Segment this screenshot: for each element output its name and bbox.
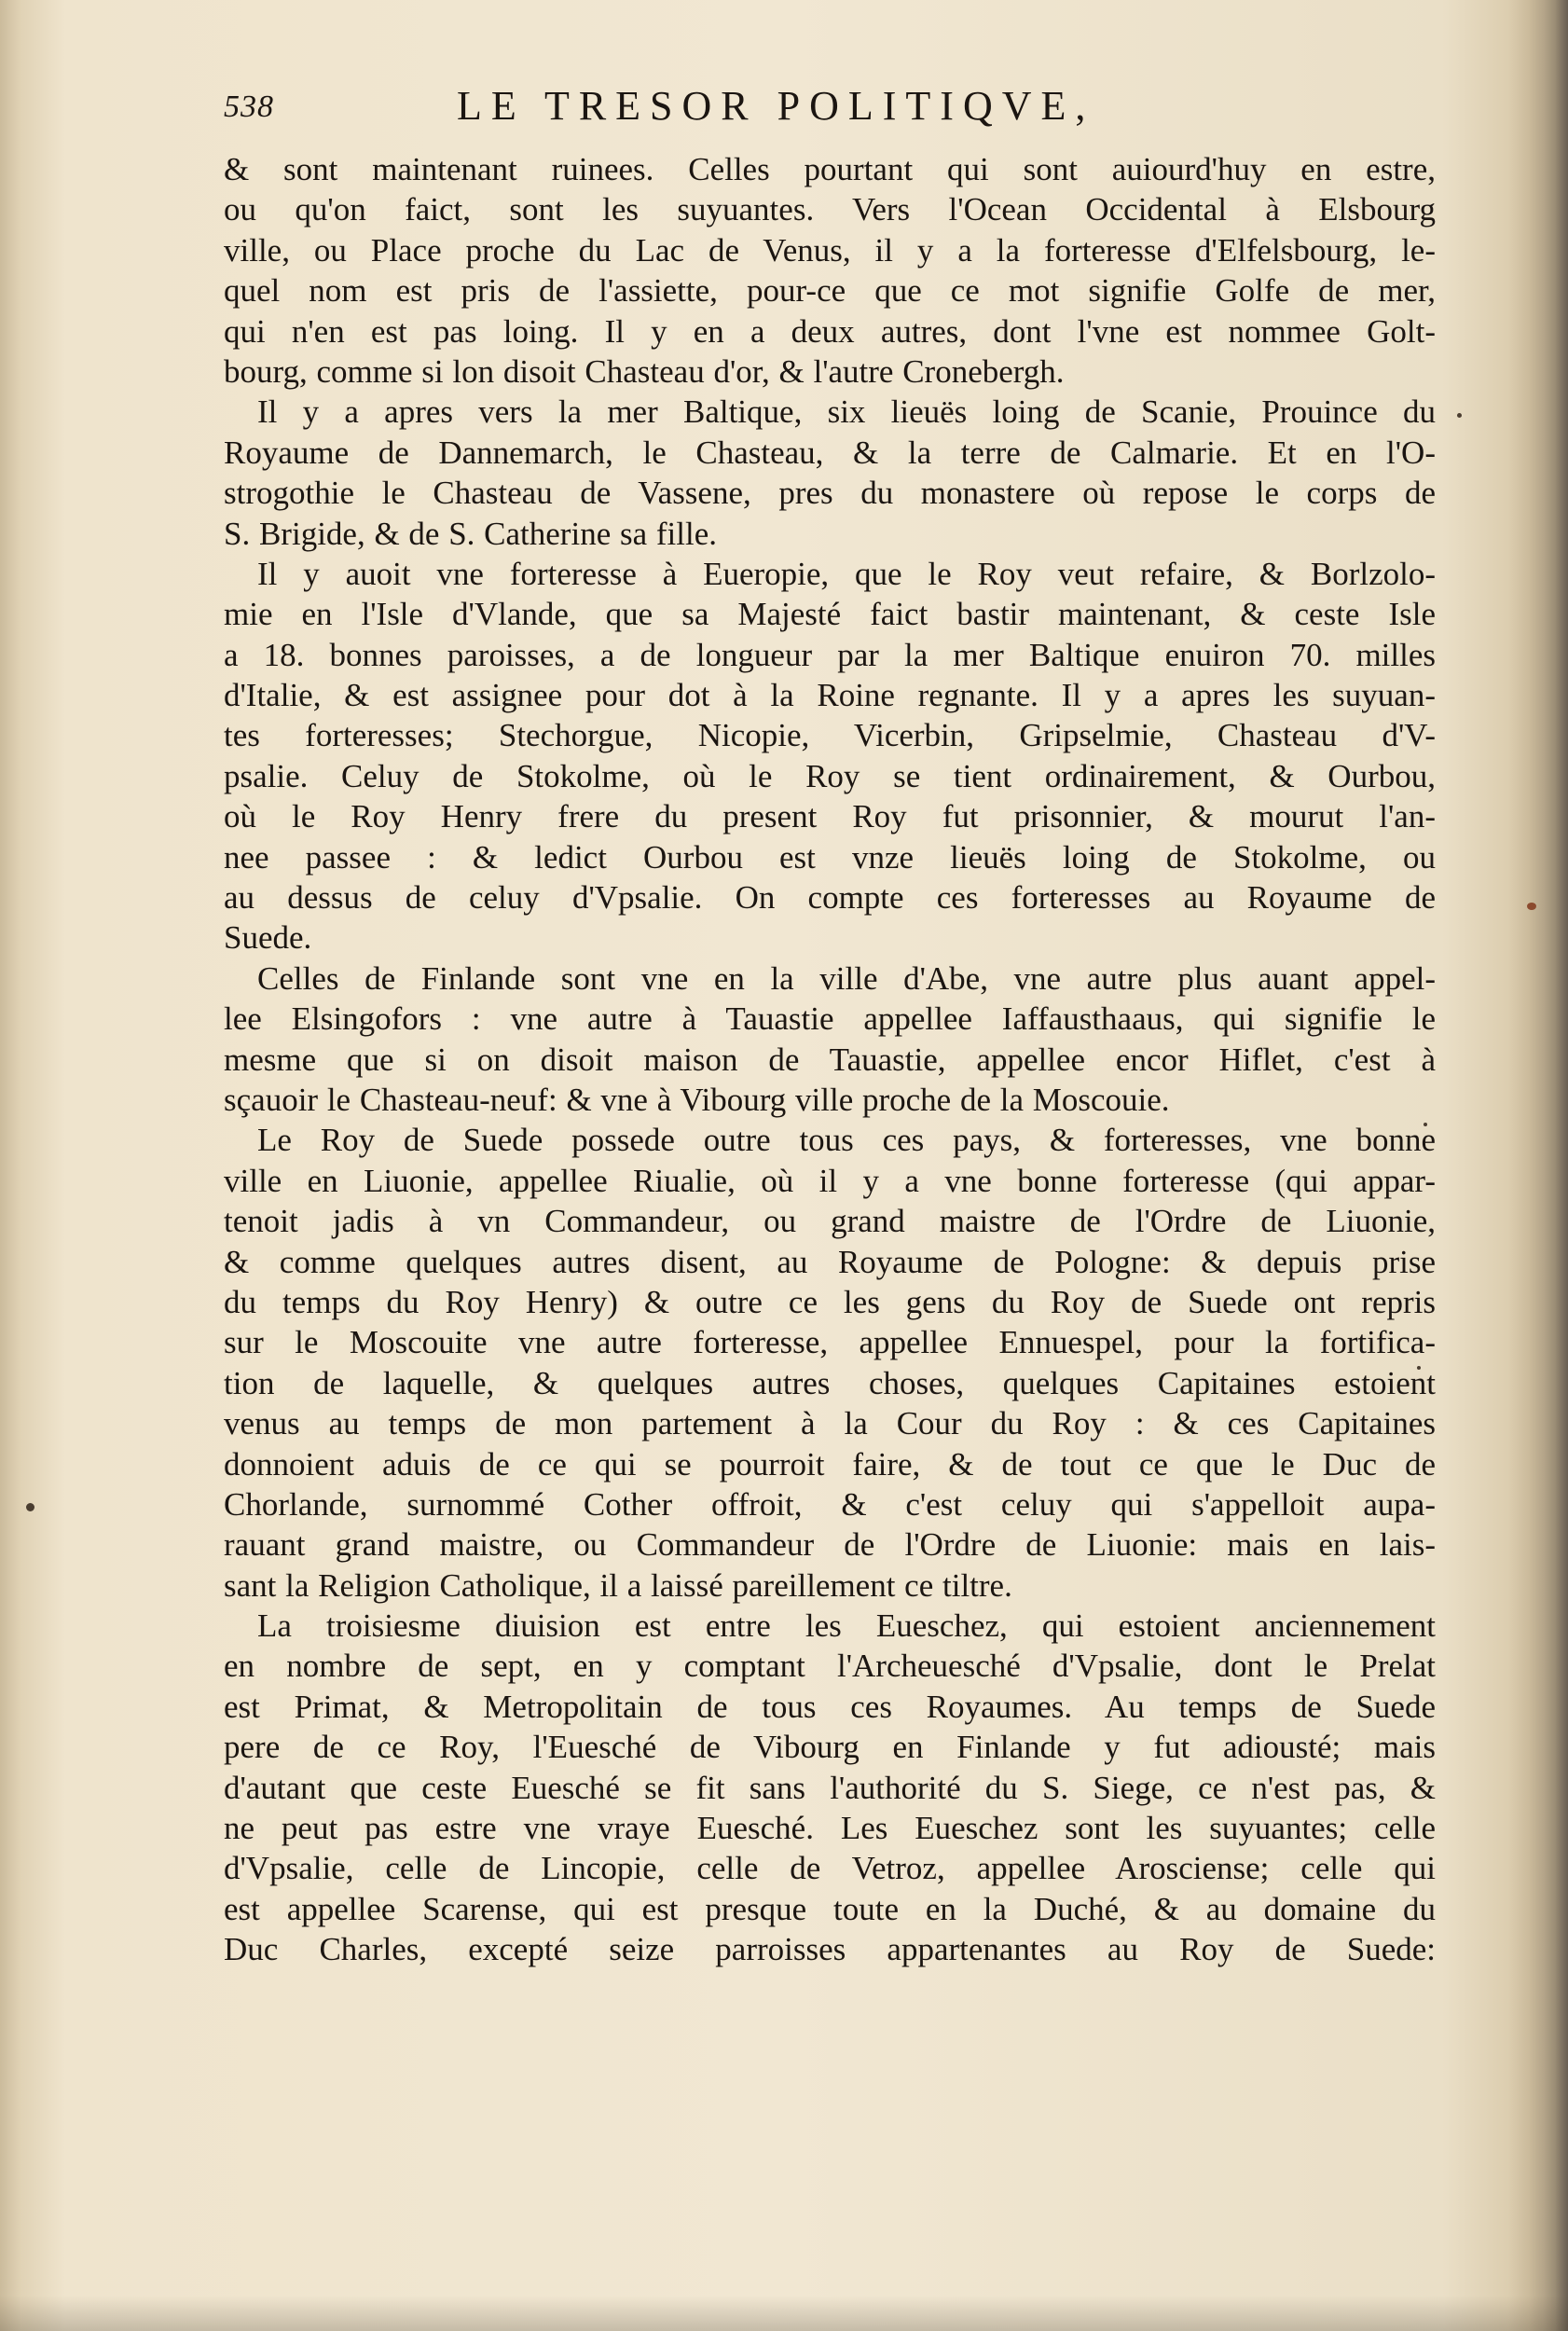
text-line: est Primat, & Metropolitain de tous ces Royaumes. Au temps de Suede xyxy=(224,1688,1436,1725)
text-line: psalie. Celuy de Stokolme, où le Roy se tient ordinairement, & Ourbou, xyxy=(224,757,1436,794)
text-line: d'Italie, & est assignee pour dot à la Roine regnante. Il y a apres les suyuan- xyxy=(224,677,1436,714)
text-line: a 18. bonnes paroisses, a de longueur par la mer Baltique enuiron 70. milles xyxy=(224,636,1436,673)
book-page xyxy=(224,75,1436,1970)
text-line: ville en Liuonie, appellee Riualie, où il y a vne bonne forteresse (qui appar- xyxy=(224,1162,1436,1199)
text-line: & sont maintenant ruinees. Celles pourtant qui sont auiourd'huy en estre, xyxy=(224,151,1436,187)
page-bottom-edge xyxy=(0,2296,1568,2331)
text-line: sur le Moscouite vne autre forteresse, appellee Ennuespel, pour la fortifica- xyxy=(224,1324,1436,1361)
text-line: tion de laquelle, & quelques autres choses, quelques Capitaines estoient xyxy=(224,1364,1436,1401)
text-line: La troisiesme diuision est entre les Eueschez, qui estoient anciennement xyxy=(257,1607,1436,1645)
text-line: ne peut pas estre vne vraye Euesché. Les Eueschez sont les suyuantes; celle xyxy=(224,1810,1436,1847)
running-title: LE TRESOR POLITIQVE, xyxy=(457,83,1095,129)
text-line: mesme que si on disoit maison de Tauastie, appellee encor Hiflet, c'est à xyxy=(224,1041,1436,1078)
text-line: & comme quelques autres disent, au Royaume de Pologne: & depuis prise xyxy=(224,1243,1436,1280)
text-line: venus au temps de mon partement à la Cour du Roy : & ces Capitaines xyxy=(224,1405,1436,1442)
text-line: lee Elsingofors : vne autre à Tauastie appellee Iaffausthaaus, qui signifie le xyxy=(224,1000,1436,1038)
text-line: strogothie le Chasteau de Vassene, pres du monastere où repose le corps de xyxy=(224,475,1436,512)
text-line: nee passee : & ledict Ourbou est vnze lieuës loing de Stokolme, ou xyxy=(224,838,1436,876)
text-line: sçauoir le Chasteau-neuf: & vne à Vibourg ville proche de la Moscouie. xyxy=(224,1081,1170,1118)
text-line: en nombre de sept, en y comptant l'Archeuesché d'Vpsalie, dont le Prelat xyxy=(224,1648,1436,1685)
page-number: 538 xyxy=(224,90,274,124)
text-line: d'autant que ceste Euesché se fit sans l'authorité du S. Siege, ce n'est pas, & xyxy=(224,1769,1436,1806)
ink-speck xyxy=(26,1503,34,1511)
text-line: Celles de Finlande sont vne en la ville d'Abe, vne autre plus auant appel- xyxy=(257,959,1436,997)
text-line: ou qu'on faict, sont les suyuantes. Vers l'Ocean Occidental à Elsbourg xyxy=(224,191,1436,228)
text-line: tenoit jadis à vn Commandeur, ou grand maistre de l'Ordre de Liuonie, xyxy=(224,1203,1436,1240)
ink-speck xyxy=(1457,413,1462,418)
text-line: au dessus de celuy d'Vpsalie. On compte ces forteresses au Royaume de xyxy=(224,879,1436,917)
text-line: rauant grand maistre, ou Commandeur de l'Ordre de Liuonie: mais en lais- xyxy=(224,1526,1436,1564)
ink-speck xyxy=(1527,903,1536,910)
text-line: Royaume de Dannemarch, le Chasteau, & la terre de Calmarie. Et en l'O- xyxy=(224,434,1436,471)
running-head xyxy=(224,75,1436,149)
text-line: sant la Religion Catholique, il a laissé pareillement ce tiltre. xyxy=(224,1566,1012,1604)
text-line: d'Vpsalie, celle de Lincopie, celle de Vetroz, appellee Arosciense; celle qui xyxy=(224,1850,1436,1887)
text-line: tes forteresses; Stechorgue, Nicopie, Vicerbin, Gripselmie, Chasteau d'V- xyxy=(224,717,1436,754)
text-line: Suede. xyxy=(224,919,312,957)
text-line: Le Roy de Suede possede outre tous ces pays, & forteresses, vne bonne xyxy=(257,1122,1436,1159)
binding-shadow xyxy=(1508,0,1568,2331)
text-line: est appellee Scarense, qui est presque toute en la Duché, & au domaine du xyxy=(224,1890,1436,1927)
text-line: Il y auoit vne forteresse à Eueropie, que le Roy veut refaire, & Borlzolo- xyxy=(257,555,1436,592)
text-line: pere de ce Roy, l'Euesché de Vibourg en Finlande y fut adiousté; mais xyxy=(224,1729,1436,1766)
text-line: qui n'en est pas loing. Il y en a deux autres, dont l'vne est nommee Golt- xyxy=(224,312,1436,350)
text-line: où le Roy Henry frere du present Roy fut prisonnier, & mourut l'an- xyxy=(224,798,1436,835)
body-text xyxy=(224,149,1436,1970)
text-line: Il y a apres vers la mer Baltique, six lieuës loing de Scanie, Prouince du xyxy=(257,393,1436,431)
text-line: mie en l'Isle d'Vlande, que sa Majesté faict bastir maintenant, & ceste Isle xyxy=(224,596,1436,633)
text-line: S. Brigide, & de S. Catherine sa fille. xyxy=(224,515,717,552)
text-line: Chorlande, surnommé Cother offroit, & c'est celuy qui s'appelloit aupa- xyxy=(224,1485,1436,1523)
text-line: bourg, comme si lon disoit Chasteau d'or, & l'autre Cronebergh. xyxy=(224,352,1065,390)
text-line: donnoient aduis de ce qui se pourroit faire, & de tout ce que le Duc de xyxy=(224,1445,1436,1483)
text-line: ville, ou Place proche du Lac de Venus, il y a la forteresse d'Elfelsbourg, le- xyxy=(224,231,1436,269)
text-line: du temps du Roy Henry) & outre ce les gens du Roy de Suede ont repris xyxy=(224,1283,1436,1320)
text-line: Duc Charles, excepté seize parroisses appartenantes au Roy de Suede: xyxy=(224,1931,1436,1968)
text-line: quel nom est pris de l'assiette, pour-ce que ce mot signifie Golfe de mer, xyxy=(224,272,1436,310)
